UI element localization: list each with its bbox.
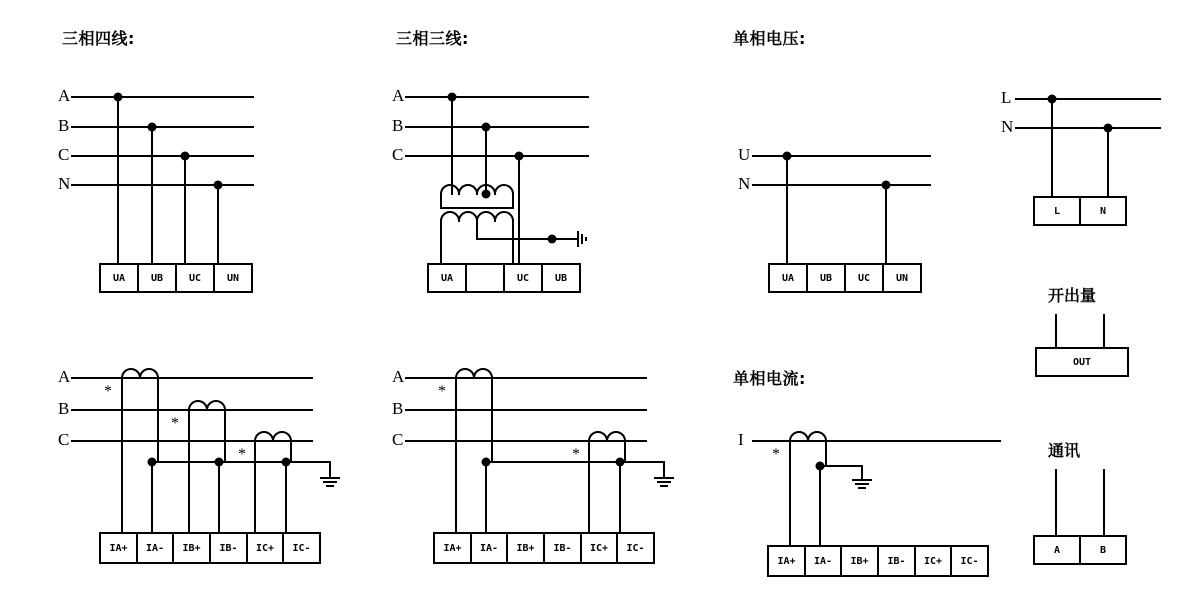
terminal-label-icp-1: IC+ (255, 543, 275, 554)
current2-phase-label-c: C (392, 430, 404, 449)
polarity-mark-a: * (104, 383, 112, 400)
terminal-label-iap-2: IA+ (443, 543, 462, 554)
phase-label-c: C (58, 145, 70, 164)
ct2-c-coil (589, 432, 607, 441)
current-phase-label-c: C (58, 430, 70, 449)
phase-label-n: N (58, 174, 71, 193)
pt-coil-1 (441, 185, 459, 194)
terminal-label-icp-2: IC+ (589, 543, 609, 554)
section-title-three-phase-three-wire: 三相三线: (396, 29, 469, 48)
phase2-label-a: A (392, 86, 405, 105)
section-title-single-phase-voltage: 单相电压: (733, 29, 806, 48)
section-title-communication: 通讯 (1048, 441, 1081, 460)
pt-coil-2 (441, 212, 459, 221)
terminal-label-ub-2: UB (554, 273, 568, 284)
terminal-label-comm-b: B (1099, 545, 1107, 556)
power-label-l: L (1001, 88, 1012, 107)
terminal-label-icm-3: IC- (960, 556, 979, 567)
terminal-label-out: OUT (1072, 357, 1092, 368)
phase3-label-n: N (738, 174, 751, 193)
polarity-mark-b: * (171, 415, 179, 432)
ct-c-coil (255, 432, 273, 441)
terminal-label-icp-3: IC+ (923, 556, 943, 567)
terminal-label-uc-1: UC (188, 273, 202, 284)
polarity3-mark-i: * (772, 446, 780, 463)
phase2-label-b: B (392, 116, 404, 135)
terminal-label-un-3: UN (895, 273, 909, 284)
terminal-label-ua-2: UA (440, 273, 454, 284)
ct-a-coil (122, 369, 140, 378)
terminal-label-iap-3: IA+ (777, 556, 796, 567)
terminal-label-power-n: N (1099, 206, 1107, 217)
terminal-label-icm-1: IC- (292, 543, 311, 554)
polarity2-mark-a: * (438, 383, 446, 400)
polarity2-mark-c: * (572, 446, 580, 463)
phase-label-b: B (58, 116, 70, 135)
terminal-label-uc-3: UC (857, 273, 871, 284)
current-phase-label-b: B (58, 399, 70, 418)
phase-label-a: A (58, 86, 71, 105)
ct2-a-coil (456, 369, 474, 378)
current2-phase-label-a: A (392, 367, 405, 386)
section-title-single-phase-current: 单相电流: (733, 369, 806, 388)
terminal-label-ibp-2: IB+ (516, 543, 535, 554)
section-title-digital-output: 开出量 (1048, 286, 1097, 305)
terminal-label-un-1: UN (226, 273, 240, 284)
ct-b-coil (189, 401, 207, 410)
terminal-label-iap-1: IA+ (109, 543, 128, 554)
terminal-label-ua-1: UA (112, 273, 126, 284)
power-label-n: N (1001, 117, 1014, 136)
terminal-label-ibp-3: IB+ (850, 556, 869, 567)
terminal-label-ibm-2: IB- (553, 543, 572, 554)
terminal-label-power-l: L (1053, 206, 1061, 217)
terminal-label-iam-1: IA- (145, 543, 165, 554)
phase3-label-i: I (738, 430, 744, 449)
terminal-label-ub-1: UB (150, 273, 164, 284)
terminal-label-icm-2: IC- (626, 543, 645, 554)
junction-dots (114, 93, 1113, 471)
ct3-coil (790, 432, 808, 441)
terminal-label-ibm-1: IB- (219, 543, 238, 554)
phase3-label-u: U (738, 145, 751, 164)
current-phase-label-a: A (58, 367, 71, 386)
terminal-label-iam-2: IA- (479, 543, 499, 554)
terminal-label-ua-3: UA (781, 273, 795, 284)
terminal-label-uc-2: UC (516, 273, 530, 284)
terminal-label-ibm-3: IB- (887, 556, 906, 567)
section-title-three-phase-four-wire: 三相四线: (62, 29, 135, 48)
current2-phase-label-b: B (392, 399, 404, 418)
polarity-mark-c: * (238, 446, 246, 463)
phase2-label-c: C (392, 145, 404, 164)
terminal-label-ub-3: UB (819, 273, 833, 284)
terminal-label-iam-3: IA- (813, 556, 833, 567)
terminal-label-comm-a: A (1053, 545, 1061, 556)
terminal-label-ibp-1: IB+ (182, 543, 201, 554)
